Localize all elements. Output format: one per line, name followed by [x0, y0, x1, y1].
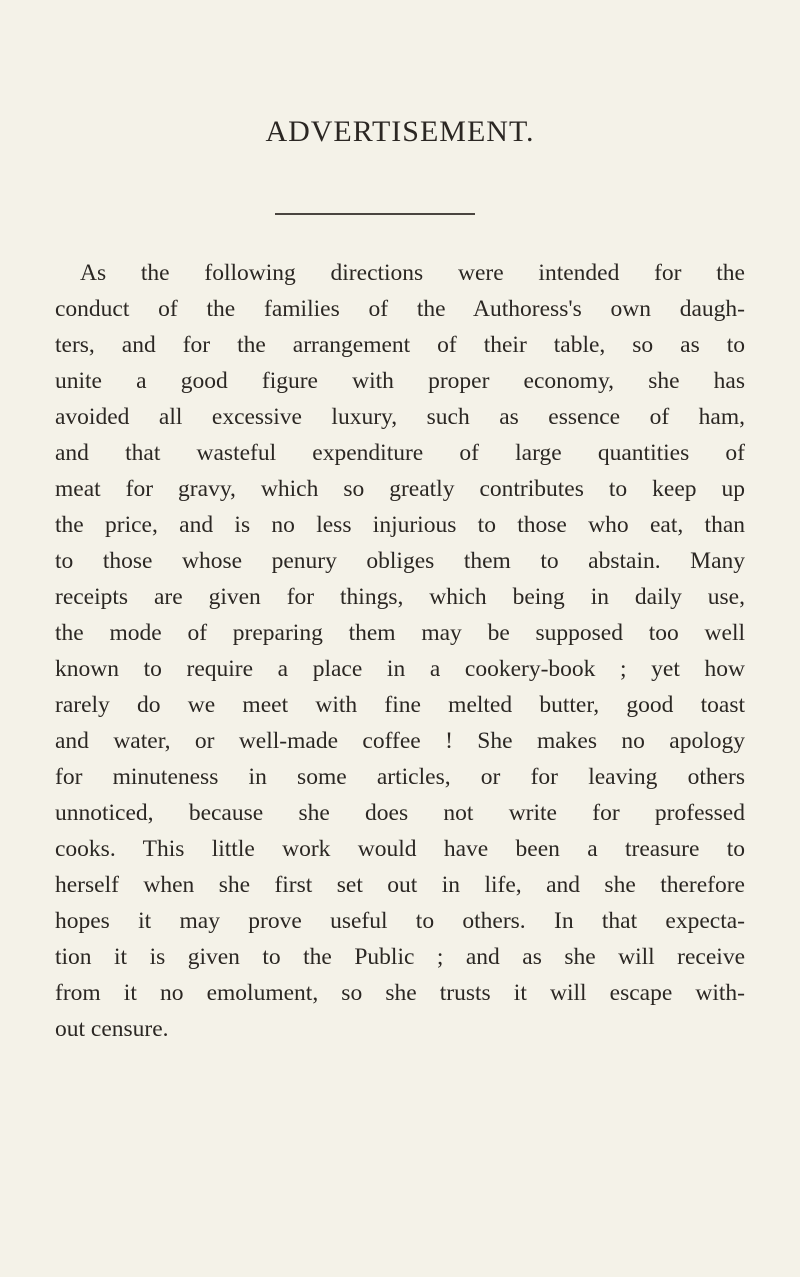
paragraph-line: hopes it may prove useful to others. In that expecta- [55, 908, 745, 934]
paragraph-line: tion it is given to the Public ; and as she will receive [55, 944, 745, 970]
paragraph-line: cooks. This little work would have been a treasure to [55, 836, 745, 862]
paragraph-line: the price, and is no less injurious to those who eat, than [55, 512, 745, 538]
paragraph-line: receipts are given for things, which being in daily use, [55, 584, 745, 610]
paragraph-line: ters, and for the arrangement of their table, so as to [55, 332, 745, 358]
paragraph-line: and that wasteful expenditure of large quantities of [55, 440, 745, 466]
title-divider [275, 213, 475, 215]
paragraph-line: avoided all excessive luxury, such as essence of ham, [55, 404, 745, 430]
paragraph-line: herself when she first set out in life, and she therefore [55, 872, 745, 898]
paragraph-line: conduct of the families of the Authoress's own daugh- [55, 296, 745, 322]
paragraph-line: rarely do we meet with fine melted butter, good toast [55, 692, 745, 718]
paragraph-line: known to require a place in a cookery-book ; yet how [55, 656, 745, 682]
paragraph-line: As the following directions were intended for the [80, 260, 745, 286]
paragraph-line: the mode of preparing them may be supposed too well [55, 620, 745, 646]
page-title: ADVERTISEMENT. [265, 115, 535, 148]
paragraph-line: for minuteness in some articles, or for leaving others [55, 764, 745, 790]
paragraph-line: from it no emolument, so she trusts it will escape with- [55, 980, 745, 1006]
paragraph-line: and water, or well-made coffee ! She makes no apology [55, 728, 745, 754]
paragraph-line: meat for gravy, which so greatly contributes to keep up [55, 476, 745, 502]
paragraph-line: out censure. [55, 1016, 169, 1042]
paragraph-line: unnoticed, because she does not write for professed [55, 800, 745, 826]
paragraph-line: unite a good figure with proper economy, she has [55, 368, 745, 394]
paragraph-line: to those whose penury obliges them to abstain. Many [55, 548, 745, 574]
